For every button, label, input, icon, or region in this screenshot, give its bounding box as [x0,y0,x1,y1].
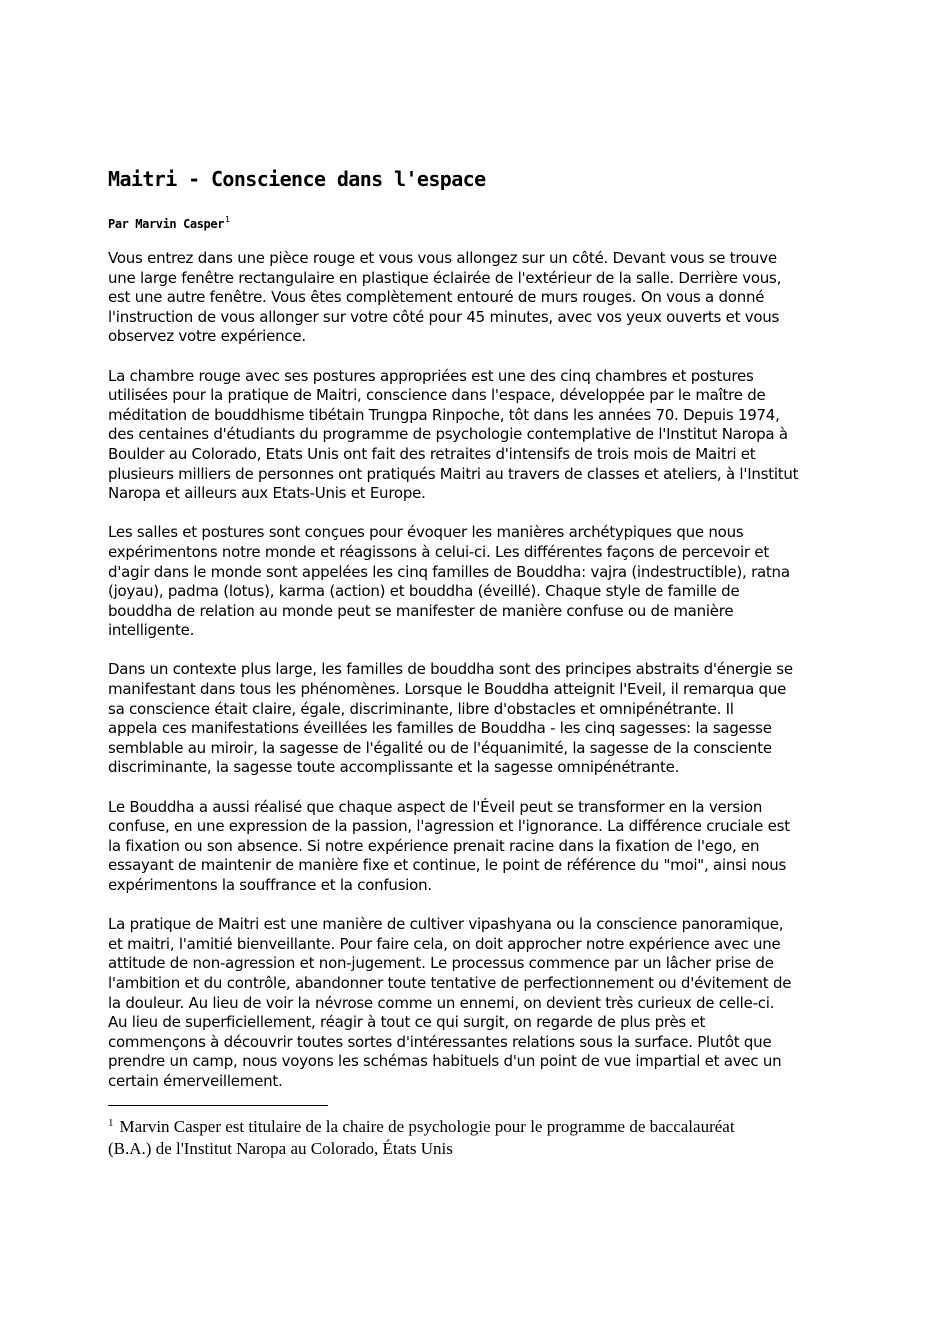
text-line: essayant de maintenir de manière fixe et continue, le point de référence du "moi", ainsi nous [108,856,787,875]
text-line: La chambre rouge avec ses postures appropriées est une des cinq chambres et postures [108,366,754,385]
paragraph-2 [108,367,838,504]
article-body [108,249,838,1111]
text-line: manifestant dans tous les phénomènes. Lorsque le Bouddha atteignit l'Eveil, il remarqua que [108,680,787,699]
text-line: l'instruction de vous allonger sur votre côté pour 45 minutes, avec vos yeux ouverts et vous [108,307,780,326]
text-line: des centaines d'étudiants du programme de psychologie contemplative de l'Institut Naropa à [108,425,788,444]
text-line: bouddha de relation au monde peut se manifester de manière confuse ou de manière [108,601,734,620]
footnote [108,1112,828,1160]
document-title: Maitri - Conscience dans l'espace [108,167,486,191]
text-line: méditation de bouddhisme tibétain Trungpa Rinpoche, tôt dans les années 70. Depuis 1974, [108,405,780,424]
text-line: Le Bouddha a aussi réalisé que chaque aspect de l'Éveil peut se transformer en la version [108,797,763,816]
text-line: intelligente. [108,621,195,640]
paragraph-3 [108,523,838,641]
paragraph-4 [108,660,838,778]
footnote-line [108,1112,828,1138]
text-line: attitude de non-agression et non-jugement. Le processus commence par un lâcher prise de [108,954,774,973]
text-line: plusieurs milliers de personnes ont pratiqués Maitri au travers de classes et ateliers, à l'Institut [108,464,799,483]
text-line: semblable au miroir, la sagesse de l'égalité ou de l'équanimité, la sagesse de la consciente [108,738,772,757]
text-line: Boulder au Colorado, Etats Unis ont fait des retraites d'intensifs de trois mois de Maitri et [108,444,756,463]
paragraph-5 [108,798,838,896]
text-line: expérimentons la souffrance et la confusion. [108,876,432,894]
footnote-text: Marvin Casper est titulaire de la chaire de psychologie pour le programme de baccalauréat [119,1117,735,1136]
text-line: sa conscience était claire, égale, discriminante, libre d'obstacles et omnipénétrante. Il [108,699,734,718]
text-line: Au lieu de superficiellement, réagir à tout ce qui surgit, on regarde de plus près et [108,1013,706,1032]
text-line: prendre un camp, nous voyons les schémas habituels d'un point de vue impartial et avec un [108,1052,782,1071]
text-line: Les salles et postures sont conçues pour évoquer les manières archétypiques que nous [108,523,744,542]
text-line: confuse, en une expression de la passion, l'agression et l'ignorance. La différence cruciale est [108,817,790,836]
paragraph-6 [108,915,838,1091]
text-line: une large fenêtre rectangulaire en plastique éclairée de l'extérieur de la salle. Derrière vous, [108,268,782,287]
text-line: la douleur. Au lieu de voir la névrose comme un ennemi, on devient très curieux de celle-ci. [108,993,775,1012]
paragraph-1 [108,249,838,347]
text-line: l'ambition et du contrôle, abandonner toute tentative de perfectionnement ou d'évitement de [108,973,792,992]
text-line: certain émerveillement. [108,1071,283,1090]
text-line: et maitri, l'amitié bienveillante. Pour faire cela, on doit approcher notre expérience avec une [108,934,781,953]
byline-author: Par Marvin Casper [108,217,225,231]
text-line: La pratique de Maitri est une manière de cultiver vipashyana ou la conscience panoramique, [108,915,784,934]
text-line: (joyau), padma (lotus), karma (action) et bouddha (éveillé). Chaque style de famille de [108,582,740,601]
text-line: discriminante, la sagesse toute accomplissante et la sagesse omnipénétrante. [108,758,680,777]
text-line: observez votre expérience. [108,327,306,346]
text-line: Vous entrez dans une pièce rouge et vous vous allongez sur un côté. Devant vous se trouve [108,249,777,267]
footnote-text: (B.A.) de l'Institut Naropa au Colorado, États Unis [108,1139,453,1158]
text-line: est une autre fenêtre. Vous êtes complètement entouré de murs rouges. On vous a donné [108,288,765,307]
text-line: utilisées pour la pratique de Maitri, conscience dans l'espace, développée par le maître de [108,386,766,405]
text-line: appela ces manifestations éveillées les familles de Bouddha - les cinq sagesses: la sagesse [108,719,772,738]
text-line: commençons à découvrir toutes sortes d'intéressantes relations sous la surface. Plutôt que [108,1032,772,1051]
byline [108,212,229,232]
footnote-reference[interactable]: 1 [225,215,230,224]
footnote-separator [108,1105,328,1106]
text-line: expérimentons notre monde et réagissons à celui-ci. Les différentes façons de percevoir et [108,542,769,561]
text-line: d'agir dans le monde sont appelées les cinq familles de Bouddha: vajra (indestructible), ratna [108,562,790,581]
footnote-mark: 1 [108,1117,114,1129]
text-line: la fixation ou son absence. Si notre expérience prenait racine dans la fixation de l'ego, en [108,836,760,855]
text-line: Dans un contexte plus large, les familles de bouddha sont des principes abstraits d'énergie se [108,660,793,679]
text-line: Naropa et ailleurs aux Etats-Unis et Europe. [108,484,426,503]
